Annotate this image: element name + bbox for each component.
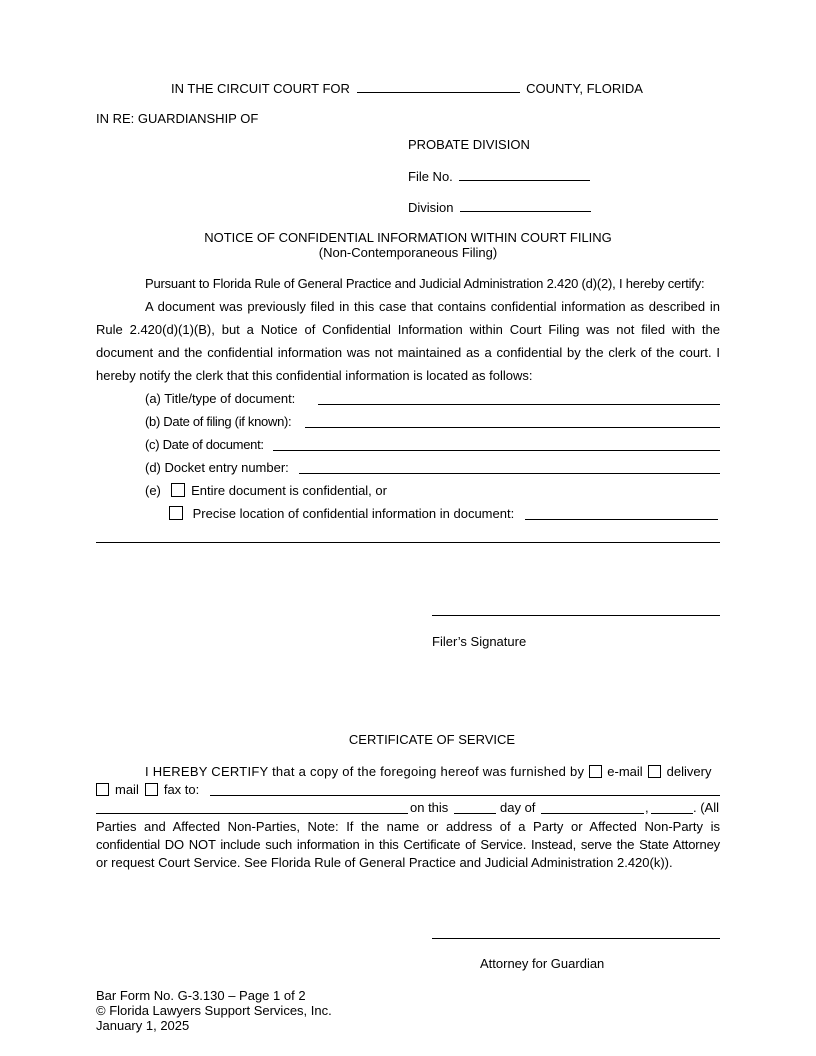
notice-subtitle: (Non-Contemporaneous Filing) (318, 245, 498, 260)
item-e-line (145, 483, 387, 498)
precise-location-blank-2[interactable] (96, 542, 720, 543)
footer-copyright: © Florida Lawyers Support Services, Inc. (96, 1003, 332, 1018)
attorney-signature-line[interactable] (432, 938, 720, 939)
entire-document-checkbox[interactable] (171, 483, 185, 497)
footer-form-line: Bar Form No. G-3.130 – Page 1 of 2 (96, 988, 306, 1003)
file-no-label: File No. (408, 169, 453, 184)
para-line-2: Rule 2.420(d)(1)(B), but a Notice of Confidential Information within Court Filing was not filed with the (96, 322, 720, 337)
precise-location-label: Precise location of confidential information in document: (192, 506, 515, 521)
mail-checkbox[interactable] (96, 783, 109, 796)
para-line-3: document and the confidential information was not maintained as a confidential by the clerk of the court. I (96, 345, 720, 360)
certify-line-2 (96, 782, 199, 797)
precise-location-line (169, 506, 514, 521)
court-suffix: COUNTY, FLORIDA (526, 81, 643, 96)
item-a-blank[interactable] (318, 404, 720, 405)
served-party-blank[interactable] (96, 813, 408, 814)
item-c-label: (c) Date of document: (145, 437, 264, 452)
notice-title: NOTICE OF CONFIDENTIAL INFORMATION WITHIN COURT FILING (204, 230, 612, 245)
file-no-line (408, 168, 590, 184)
in-re-line: IN RE: GUARDIANSHIP OF (96, 111, 259, 126)
division-label: Division (408, 200, 454, 215)
comma: , (645, 800, 649, 815)
file-no-blank[interactable] (459, 168, 590, 181)
item-d-label: (d) Docket entry number: (145, 460, 289, 475)
certify-text: I HEREBY CERTIFY that a copy of the foregoing hereof was furnished by (145, 764, 585, 779)
item-c-blank[interactable] (273, 450, 720, 451)
division-line (408, 199, 591, 215)
intro-paragraph: Pursuant to Florida Rule of General Practice and Judicial Administration 2.420 (d)(2), I hereby certify: (145, 276, 705, 291)
note-line-3: or request Court Service. See Florida Rule of General Practice and Judicial Administration 2.420(k)). (96, 855, 673, 870)
footer-date: January 1, 2025 (96, 1018, 190, 1033)
court-prefix: IN THE CIRCUIT COURT FOR (171, 81, 350, 96)
fax-blank[interactable] (210, 795, 720, 796)
item-a-label: (a) Title/type of document: (145, 391, 296, 406)
precise-location-checkbox[interactable] (169, 506, 183, 520)
item-d-blank[interactable] (299, 473, 720, 474)
division-blank[interactable] (460, 199, 591, 212)
email-checkbox[interactable] (589, 765, 602, 778)
certificate-title: CERTIFICATE OF SERVICE (348, 732, 516, 747)
item-b-blank[interactable] (305, 427, 720, 428)
entire-document-label: Entire document is confidential, or (191, 483, 387, 498)
court-heading (171, 80, 643, 96)
delivery-label: delivery (666, 764, 712, 779)
note-line-2: confidential DO NOT include such information in this Certificate of Service. Instead, serve the State Attorney (96, 837, 720, 852)
certify-line-1 (145, 764, 720, 779)
filer-signature-label: Filer’s Signature (432, 634, 527, 649)
para-line-4: hereby notify the clerk that this confidential information is located as follows: (96, 368, 533, 383)
county-blank[interactable] (357, 80, 520, 93)
item-e-label: (e) (145, 483, 161, 498)
all-parties-start: . (All (693, 800, 719, 815)
note-line-1: Parties and Affected Non-Parties, Note: If the name or address of a Party or Affected Non-Party is (96, 819, 720, 834)
fax-label: fax to: (163, 782, 200, 797)
on-this-label: on this (410, 800, 449, 815)
mail-label: mail (115, 782, 139, 797)
fax-checkbox[interactable] (145, 783, 158, 796)
attorney-signature-label: Attorney for Guardian (480, 956, 605, 971)
item-b-label: (b) Date of filing (if known): (145, 414, 292, 429)
month-blank[interactable] (541, 813, 644, 814)
probate-division: PROBATE DIVISION (408, 137, 530, 152)
year-blank[interactable] (651, 813, 693, 814)
para-line-1: A document was previously filed in this case that contains confidential information as described in (145, 299, 720, 314)
delivery-checkbox[interactable] (648, 765, 661, 778)
day-of-label: day of (500, 800, 536, 815)
filer-signature-line[interactable] (432, 615, 720, 616)
precise-location-blank[interactable] (525, 519, 718, 520)
email-label: e-mail (607, 764, 643, 779)
day-blank[interactable] (454, 813, 496, 814)
